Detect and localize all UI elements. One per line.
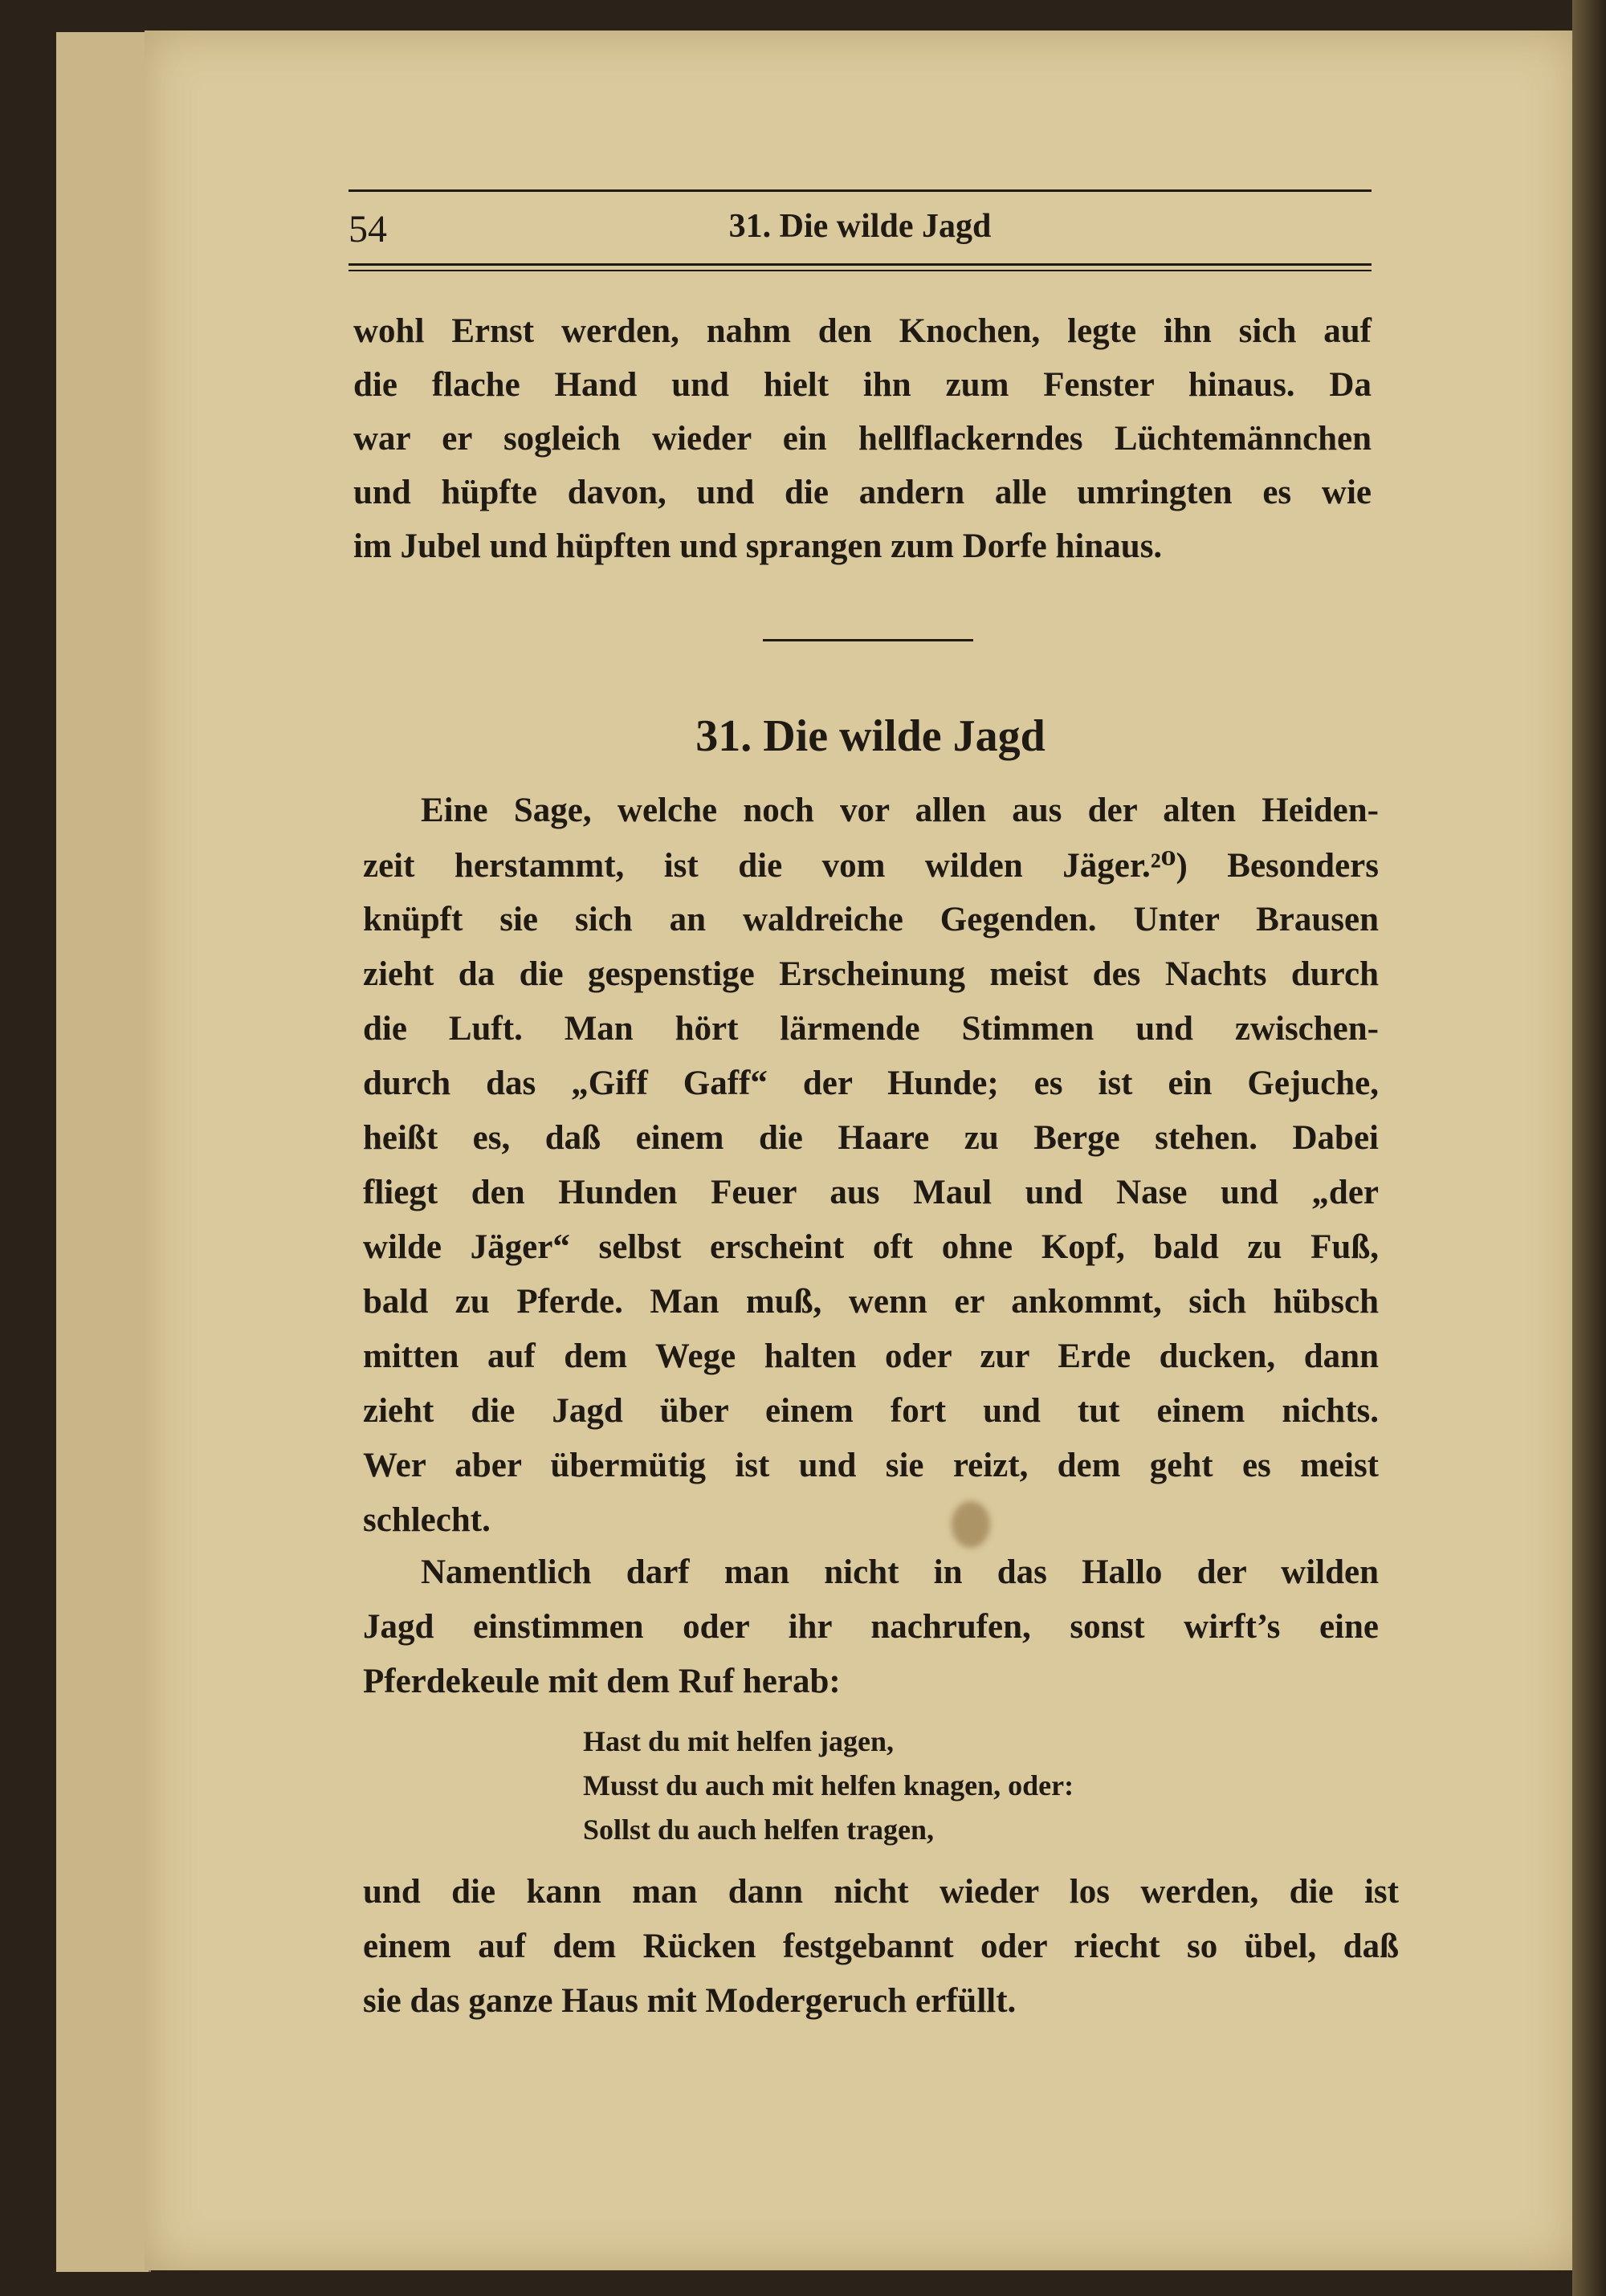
text-line: wohl Ernst werden, nahm den Knochen, legte ihn sich auf (353, 312, 1372, 350)
running-title: 31. Die wilde Jagd (728, 208, 992, 245)
text-line: knüpft sie sich an waldreiche Gegenden. Unter Brausen (363, 901, 1379, 938)
text-line: Jagd einstimmen oder ihr nachrufen, sonst wirft’s eine (363, 1608, 1379, 1646)
book-binding (1572, 0, 1606, 2296)
section-title: 31. Die wilde Jagd (695, 711, 1046, 761)
text-line: und die kann man dann nicht wieder los werden, die ist (363, 1873, 1399, 1911)
header-double-rule-top (349, 263, 1372, 266)
header-double-rule-bottom (349, 270, 1372, 271)
text-line: einem auf dem Rücken festgebannt oder riecht so übel, daß (363, 1928, 1399, 1965)
poem-line: Hast du mit helfen jagen, (583, 1725, 894, 1757)
text-line: die Luft. Man hört lärmende Stimmen und zwischen- (363, 1010, 1379, 1048)
text-line: fliegt den Hunden Feuer aus Maul und Nase und „der (363, 1174, 1379, 1211)
text-line: heißt es, daß einem die Haare zu Berge stehen. Dabei (363, 1119, 1379, 1157)
text-line: Pferdekeule mit dem Ruf herab: (363, 1663, 841, 1700)
text-line: durch das „Giff Gaff“ der Hunde; es ist ein Gejuche, (363, 1065, 1379, 1102)
text-line: Wer aber übermütig ist und sie reizt, dem geht es meist (363, 1447, 1379, 1484)
text-line: im Jubel und hüpften und sprangen zum Dorfe hinaus. (353, 527, 1163, 565)
text-line: und hüpfte davon, und die andern alle umringten es wie (353, 474, 1372, 511)
text-line: Eine Sage, welche noch vor allen aus der alten Heiden- (421, 792, 1379, 829)
text-line: wilde Jäger“ selbst erscheint oft ohne Kopf, bald zu Fuß, (363, 1228, 1379, 1266)
text-line: die flache Hand und hielt ihn zum Fenster hinaus. Da (353, 366, 1372, 404)
text-line: mitten auf dem Wege halten oder zur Erde ducken, dann (363, 1337, 1379, 1375)
text-line: Namentlich darf man nicht in das Hallo der wilden (421, 1553, 1379, 1591)
header-top-rule (349, 189, 1372, 192)
text-line: war er sogleich wieder ein hellflackerndes Lüchtemännchen (353, 420, 1372, 458)
text-line: bald zu Pferde. Man muß, wenn er ankommt, sich hübsch (363, 1283, 1379, 1321)
text-line: zeit herstammt, ist die vom wilden Jäger.²⁰) Besonders (363, 847, 1379, 885)
text-line: zieht die Jagd über einem fort und tut einem nichts. (363, 1392, 1379, 1430)
page-number: 54 (349, 208, 387, 250)
text-line: zieht da die gespenstige Erscheinung meist des Nachts durch (363, 955, 1379, 993)
text-line: sie das ganze Haus mit Modergeruch erfüllt. (363, 1982, 1017, 2020)
section-separator (763, 639, 973, 641)
poem-line: Musst du auch mit helfen knagen, oder: (583, 1769, 1074, 1801)
text-line: schlecht. (363, 1501, 491, 1539)
poem-line: Sollst du auch helfen tragen, (583, 1814, 935, 1846)
